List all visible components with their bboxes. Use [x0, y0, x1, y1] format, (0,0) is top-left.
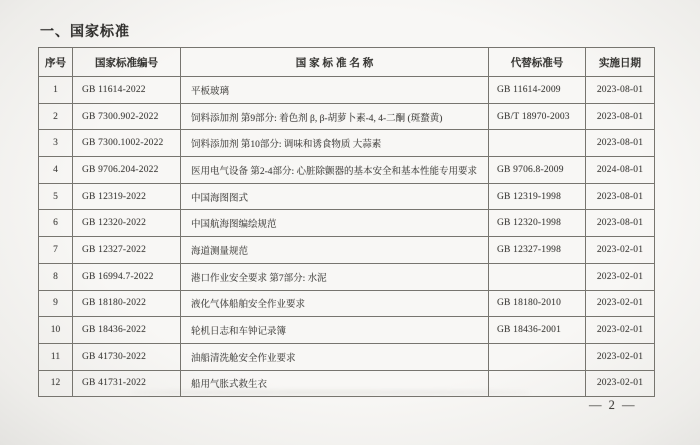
table-row	[39, 343, 655, 370]
cell-standard-name: 港口作业安全要求 第7部分: 水泥	[181, 263, 489, 290]
cell-serial-number: 6	[39, 210, 73, 237]
cell-implementation-date: 2023-02-01	[586, 237, 655, 264]
cell-standard-name: 饲料添加剂 第10部分: 调味和诱食物质 大蒜素	[181, 130, 489, 157]
scan-smudge-artifact	[130, 390, 530, 395]
cell-standard-code: GB 7300.1002-2022	[73, 130, 181, 157]
header-standard-code: 国家标准编号	[73, 48, 181, 77]
cell-serial-number: 4	[39, 157, 73, 184]
standards-table	[38, 47, 655, 397]
cell-standard-name: 油船清洗舱安全作业要求	[181, 343, 489, 370]
cell-implementation-date: 2023-08-01	[586, 77, 655, 104]
table-row	[39, 317, 655, 344]
header-serial-number: 序号	[39, 48, 73, 77]
cell-implementation-date: 2023-02-01	[586, 370, 655, 397]
cell-replaced-code: GB 12320-1998	[489, 210, 586, 237]
cell-standard-name: 轮机日志和车钟记录簿	[181, 317, 489, 344]
cell-replaced-code: GB 12327-1998	[489, 237, 586, 264]
table-row	[39, 237, 655, 264]
cell-implementation-date: 2023-08-01	[586, 103, 655, 130]
table-row	[39, 130, 655, 157]
cell-replaced-code: GB/T 18970-2003	[489, 103, 586, 130]
cell-standard-name: 液化气体船舶安全作业要求	[181, 290, 489, 317]
table-body	[39, 77, 655, 397]
cell-implementation-date: 2023-02-01	[586, 343, 655, 370]
cell-serial-number: 9	[39, 290, 73, 317]
cell-standard-name: 中国海图图式	[181, 183, 489, 210]
cell-replaced-code	[489, 263, 586, 290]
header-standard-name: 国 家 标 准 名 称	[181, 48, 489, 77]
cell-serial-number: 5	[39, 183, 73, 210]
cell-implementation-date: 2023-02-01	[586, 290, 655, 317]
table-row	[39, 183, 655, 210]
cell-serial-number: 10	[39, 317, 73, 344]
cell-standard-code: GB 12319-2022	[73, 183, 181, 210]
cell-implementation-date: 2023-02-01	[586, 263, 655, 290]
table-row	[39, 77, 655, 104]
cell-standard-name: 海道测量规范	[181, 237, 489, 264]
cell-standard-code: GB 11614-2022	[73, 77, 181, 104]
table-row	[39, 210, 655, 237]
table-row	[39, 290, 655, 317]
cell-serial-number: 2	[39, 103, 73, 130]
cell-standard-code: GB 16994.7-2022	[73, 263, 181, 290]
cell-implementation-date: 2024-08-01	[586, 157, 655, 184]
cell-standard-name: 平板玻璃	[181, 77, 489, 104]
cell-standard-code: GB 41731-2022	[73, 370, 181, 397]
section-title: 一、国家标准	[40, 23, 130, 39]
cell-standard-name: 船用气胀式救生衣	[181, 370, 489, 397]
cell-replaced-code: GB 12319-1998	[489, 183, 586, 210]
cell-implementation-date: 2023-02-01	[586, 317, 655, 344]
cell-standard-code: GB 12327-2022	[73, 237, 181, 264]
cell-serial-number: 12	[39, 370, 73, 397]
cell-standard-code: GB 18436-2022	[73, 317, 181, 344]
table-row	[39, 103, 655, 130]
cell-serial-number: 11	[39, 343, 73, 370]
cell-standard-code: GB 7300.902-2022	[73, 103, 181, 130]
cell-replaced-code: GB 11614-2009	[489, 77, 586, 104]
cell-implementation-date: 2023-08-01	[586, 183, 655, 210]
header-replaced-code: 代替标准号	[489, 48, 586, 77]
header-implementation-date: 实施日期	[586, 48, 655, 77]
cell-standard-code: GB 41730-2022	[73, 343, 181, 370]
cell-replaced-code	[489, 343, 586, 370]
cell-standard-name: 饲料添加剂 第9部分: 着色剂 β, β-胡萝卜素-4, 4-二酮 (斑蝥黄)	[181, 103, 489, 130]
cell-serial-number: 1	[39, 77, 73, 104]
cell-standard-name: 中国航海图编绘规范	[181, 210, 489, 237]
cell-implementation-date: 2023-08-01	[586, 130, 655, 157]
cell-serial-number: 3	[39, 130, 73, 157]
table-row	[39, 263, 655, 290]
cell-serial-number: 8	[39, 263, 73, 290]
table-header-row	[39, 48, 655, 77]
cell-replaced-code: GB 9706.8-2009	[489, 157, 586, 184]
cell-standard-name: 医用电气设备 第2-4部分: 心脏除颤器的基本安全和基本性能专用要求	[181, 157, 489, 184]
table-header	[39, 48, 655, 77]
page-number: — 2 —	[589, 398, 637, 412]
cell-replaced-code	[489, 130, 586, 157]
table-row	[39, 157, 655, 184]
cell-replaced-code: GB 18180-2010	[489, 290, 586, 317]
cell-standard-code: GB 18180-2022	[73, 290, 181, 317]
cell-implementation-date: 2023-08-01	[586, 210, 655, 237]
cell-replaced-code: GB 18436-2001	[489, 317, 586, 344]
cell-standard-code: GB 9706.204-2022	[73, 157, 181, 184]
cell-standard-code: GB 12320-2022	[73, 210, 181, 237]
cell-serial-number: 7	[39, 237, 73, 264]
